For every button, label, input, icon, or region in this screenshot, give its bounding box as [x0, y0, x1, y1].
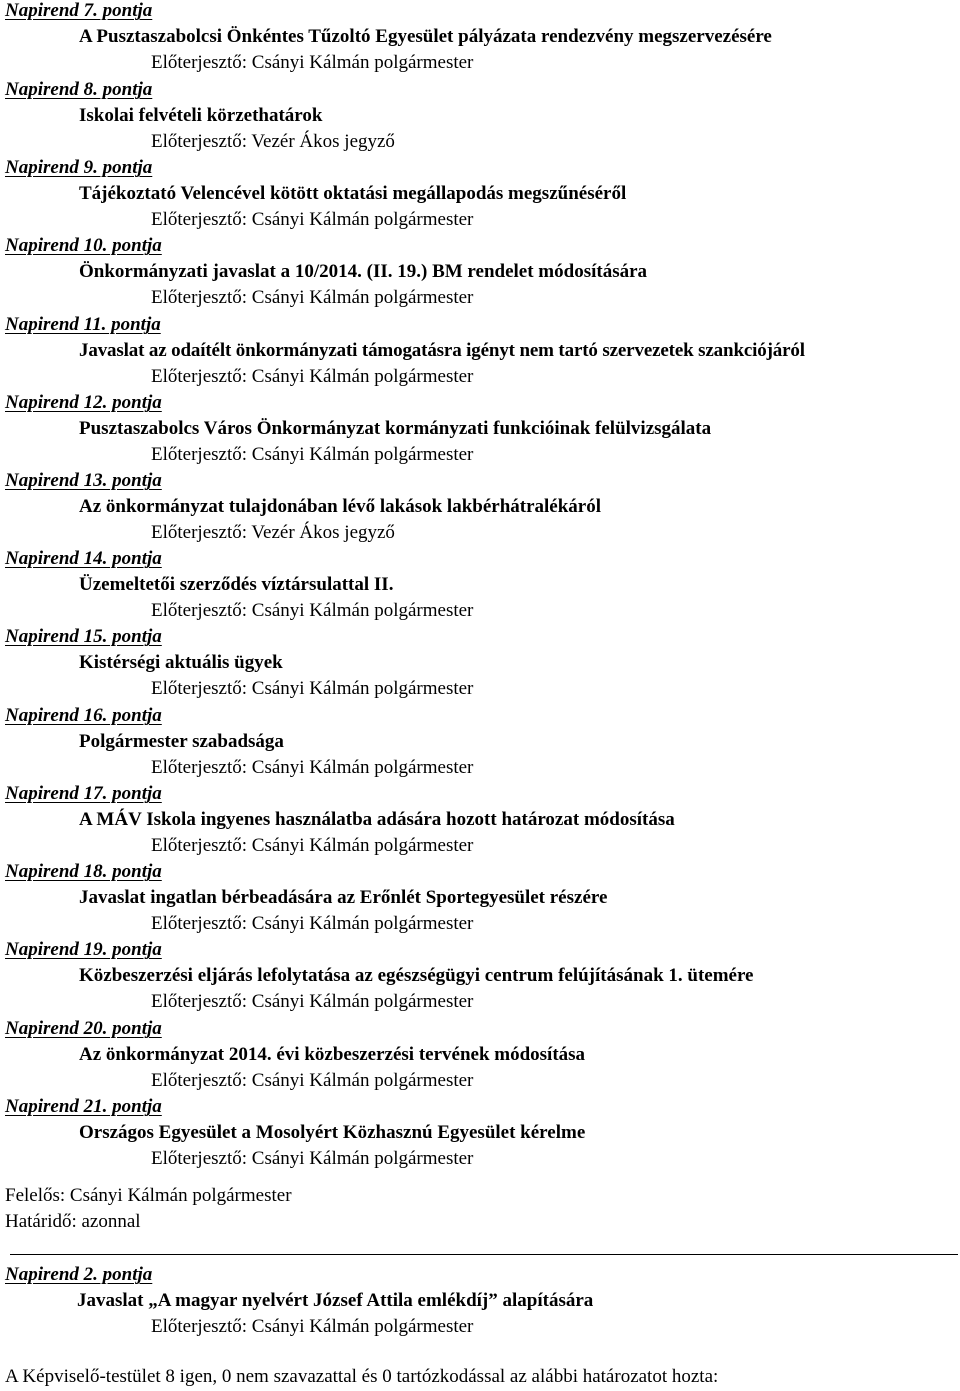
agenda-heading: Napirend 13. pontja — [5, 470, 162, 491]
agenda-heading: Napirend 7. pontja — [5, 0, 153, 21]
agenda-title: Polgármester szabadsága — [79, 731, 284, 752]
agenda-heading: Napirend 11. pontja — [5, 314, 161, 335]
agenda-heading: Napirend 2. pontja — [5, 1264, 153, 1285]
agenda-title: Az önkormányzat tulajdonában lévő lakások lakbérhátralékáról — [79, 496, 602, 517]
agenda-presenter: Előterjesztő: Csányi Kálmán polgármester — [151, 913, 474, 934]
agenda-presenter: Előterjesztő: Csányi Kálmán polgármester — [151, 287, 474, 308]
agenda-presenter: Előterjesztő: Csányi Kálmán polgármester — [151, 52, 474, 73]
agenda-title: A Pusztaszabolcsi Önkéntes Tűzoltó Egyesület pályázata rendezvény megszervezésére — [79, 26, 772, 47]
agenda-heading: Napirend 8. pontja — [5, 79, 153, 100]
agenda-presenter: Előterjesztő: Csányi Kálmán polgármester — [151, 1316, 474, 1337]
agenda-title: Üzemeltetői szerződés víztársulattal II. — [79, 574, 394, 595]
agenda-heading: Napirend 20. pontja — [5, 1018, 162, 1039]
agenda-title: Javaslat az odaítélt önkormányzati támogatásra igényt nem tartó szervezetek szankciójáról — [79, 340, 805, 361]
responsible-line: Felelős: Csányi Kálmán polgármester — [5, 1185, 292, 1206]
agenda-heading: Napirend 15. pontja — [5, 626, 162, 647]
agenda-heading: Napirend 10. pontja — [5, 235, 162, 256]
agenda-title: A MÁV Iskola ingyenes használatba adására hozott határozat módosítása — [79, 809, 675, 830]
agenda-presenter: Előterjesztő: Csányi Kálmán polgármester — [151, 991, 474, 1012]
agenda-heading: Napirend 18. pontja — [5, 861, 162, 882]
agenda-title: Önkormányzati javaslat a 10/2014. (II. 19.) BM rendelet módosítására — [79, 261, 648, 282]
agenda-heading: Napirend 14. pontja — [5, 548, 162, 569]
agenda-heading: Napirend 19. pontja — [5, 939, 162, 960]
agenda-heading: Napirend 12. pontja — [5, 392, 162, 413]
agenda-presenter: Előterjesztő: Vezér Ákos jegyző — [151, 522, 395, 543]
agenda-presenter: Előterjesztő: Vezér Ákos jegyző — [151, 131, 395, 152]
agenda-presenter: Előterjesztő: Csányi Kálmán polgármester — [151, 444, 474, 465]
agenda-presenter: Előterjesztő: Csányi Kálmán polgármester — [151, 678, 474, 699]
agenda-presenter: Előterjesztő: Csányi Kálmán polgármester — [151, 835, 474, 856]
agenda-heading: Napirend 21. pontja — [5, 1096, 162, 1117]
agenda-heading: Napirend 16. pontja — [5, 705, 162, 726]
separator-rule — [10, 1254, 958, 1255]
agenda-title: Tájékoztató Velencével kötött oktatási megállapodás megszűnéséről — [79, 183, 627, 204]
agenda-title: Iskolai felvételi körzethatárok — [79, 105, 323, 126]
deadline-line: Határidő: azonnal — [5, 1211, 141, 1232]
agenda-presenter: Előterjesztő: Csányi Kálmán polgármester — [151, 366, 474, 387]
agenda-title: Javaslat „A magyar nyelvért József Attila emlékdíj” alapítására — [77, 1290, 594, 1311]
agenda-presenter: Előterjesztő: Csányi Kálmán polgármester — [151, 757, 474, 778]
agenda-heading: Napirend 9. pontja — [5, 157, 153, 178]
agenda-title: Javaslat ingatlan bérbeadására az Erőnlét Sportegyesület részére — [79, 887, 608, 908]
agenda-title: Kistérségi aktuális ügyek — [79, 652, 283, 673]
vote-result-line: A Képviselő-testület 8 igen, 0 nem szavazattal és 0 tartózkodással az alábbi határozatot hozta: — [5, 1366, 719, 1387]
agenda-title: Pusztaszabolcs Város Önkormányzat kormányzati funkcióinak felülvizsgálata — [79, 418, 712, 439]
agenda-title: Országos Egyesület a Mosolyért Közhasznú Egyesület kérelme — [79, 1122, 586, 1143]
agenda-title: Az önkormányzat 2014. évi közbeszerzési tervének módosítása — [79, 1044, 586, 1065]
agenda-presenter: Előterjesztő: Csányi Kálmán polgármester — [151, 600, 474, 621]
agenda-presenter: Előterjesztő: Csányi Kálmán polgármester — [151, 1070, 474, 1091]
agenda-title: Közbeszerzési eljárás lefolytatása az egészségügyi centrum felújításának 1. ütemére — [79, 965, 754, 986]
agenda-heading: Napirend 17. pontja — [5, 783, 162, 804]
agenda-presenter: Előterjesztő: Csányi Kálmán polgármester — [151, 1148, 474, 1169]
agenda-presenter: Előterjesztő: Csányi Kálmán polgármester — [151, 209, 474, 230]
